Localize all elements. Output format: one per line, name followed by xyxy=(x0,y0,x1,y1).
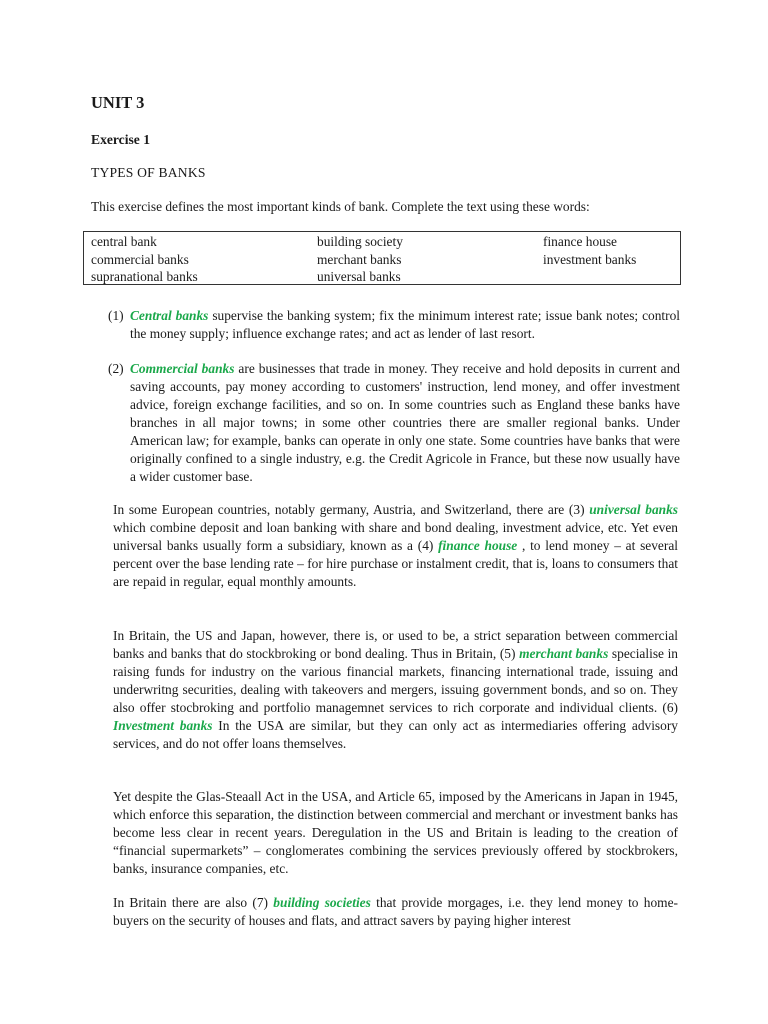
answer-keyword: building societies xyxy=(273,895,371,910)
paragraph-building-societies xyxy=(113,894,678,930)
answer-keyword: Investment banks xyxy=(113,718,213,733)
paragraph-text: In Britain, the US and Japan, however, there is, or used to be, a strict separation between commercial banks and banks that do stockbroking or bond dealing. Thus in Britain, (5) xyxy=(113,628,678,661)
item-body: supervise the banking system; fix the minimum interest rate; issue bank notes; control the money supply; influence exchange rates; and act as lender of last resort. xyxy=(130,308,681,341)
paragraph-text: which combine deposit and loan banking with share and bond dealing, investment advice, etc. Yet even universal banks usually form a subsidiary, known as a (4) xyxy=(113,520,678,553)
paragraph-text: In some European countries, notably germany, Austria, and Switzerland, there are (3) xyxy=(113,502,590,517)
paragraph-text: In the USA are similar, but they can only act as intermediaries offering advisory services, and do not offer loans themselves. xyxy=(113,718,678,751)
paragraph-deregulation xyxy=(113,788,678,878)
list-item xyxy=(108,307,680,343)
unit-heading: UNIT 3 xyxy=(91,93,145,112)
paragraph-text: In Britain there are also (7) xyxy=(113,895,274,910)
item-number: (2) xyxy=(108,361,124,376)
answer-keyword: universal banks xyxy=(589,502,679,517)
word-box-cell xyxy=(543,268,683,286)
exercise-heading: Exercise 1 xyxy=(91,132,151,147)
paragraph-universal-banks xyxy=(113,501,678,591)
word-box-cell: building society xyxy=(317,234,403,249)
item-body: are businesses that trade in money. They receive and hold deposits in current and saving accounts, pay money according to customers' instruction, lend money, and offer investment advice, foreign exchange facilities, and so on. In some countries such as England these banks have branches in all major towns; in some other countries there are smaller regional banks. Under American law; for example, banks can operate in only one state. Some countries have banks that were originally confined to a single industry, e.g. the Credit Agricole in France, but these now usually have a wider customer base. xyxy=(130,361,680,484)
answer-keyword: merchant banks xyxy=(519,646,609,661)
answer-keyword: Commercial banks xyxy=(130,361,235,376)
item-number: (1) xyxy=(108,308,124,323)
paragraph-merchant-banks xyxy=(113,627,678,753)
intro-text: This exercise defines the most important kinds of bank. Complete the text using these words: xyxy=(91,199,590,214)
answer-keyword: Central banks xyxy=(130,308,209,323)
answer-keyword: finance house xyxy=(438,538,518,553)
word-box-cell: finance house xyxy=(543,234,617,249)
paragraph-text: , to lend money – at several percent over the base lending rate – for hire purchase or instalment credit, that is, loans to consumers that are repaid in regular, equal monthly amounts. xyxy=(113,538,678,589)
item-text xyxy=(130,307,680,343)
word-box-cell: investment banks xyxy=(543,251,637,267)
list-item xyxy=(108,360,680,486)
paragraph-text: specialise in raising funds for industry on the various financial markets, financing international trade, issuing and underwritng securities, dealing with takeovers and mergers, issuing government bonds, and so on. They also offer stocbroking and portfolio managemnet services to rich corporate and individual clients. (6) xyxy=(113,646,679,715)
word-box xyxy=(83,231,681,285)
word-box-cell: universal banks xyxy=(317,269,401,284)
word-box-cell: commercial banks xyxy=(91,251,189,267)
numbered-list xyxy=(108,307,680,486)
section-title: TYPES OF BANKS xyxy=(91,165,206,180)
word-box-cell: merchant banks xyxy=(317,251,402,267)
paragraph-text: that provide morgages, i.e. they lend money to home-buyers on the security of houses and flats, and attract savers by paying higher interest xyxy=(113,895,678,928)
paragraph-text: Yet despite the Glas-Steaall Act in the USA, and Article 65, imposed by the Americans in Japan in 1945, which enforce this separation, the distinction between commercial and merchant or investment banks has become less clear in recent years. Deregulation in the US and Britain is leading to the creation of “financial supermarkets” – conglomerates combining the services previously offered by stockbrokers, banks, insurance companies, etc. xyxy=(113,789,678,876)
item-text xyxy=(130,360,680,486)
word-box-cell: supranational banks xyxy=(91,269,198,284)
word-box-cell: central bank xyxy=(91,234,157,249)
